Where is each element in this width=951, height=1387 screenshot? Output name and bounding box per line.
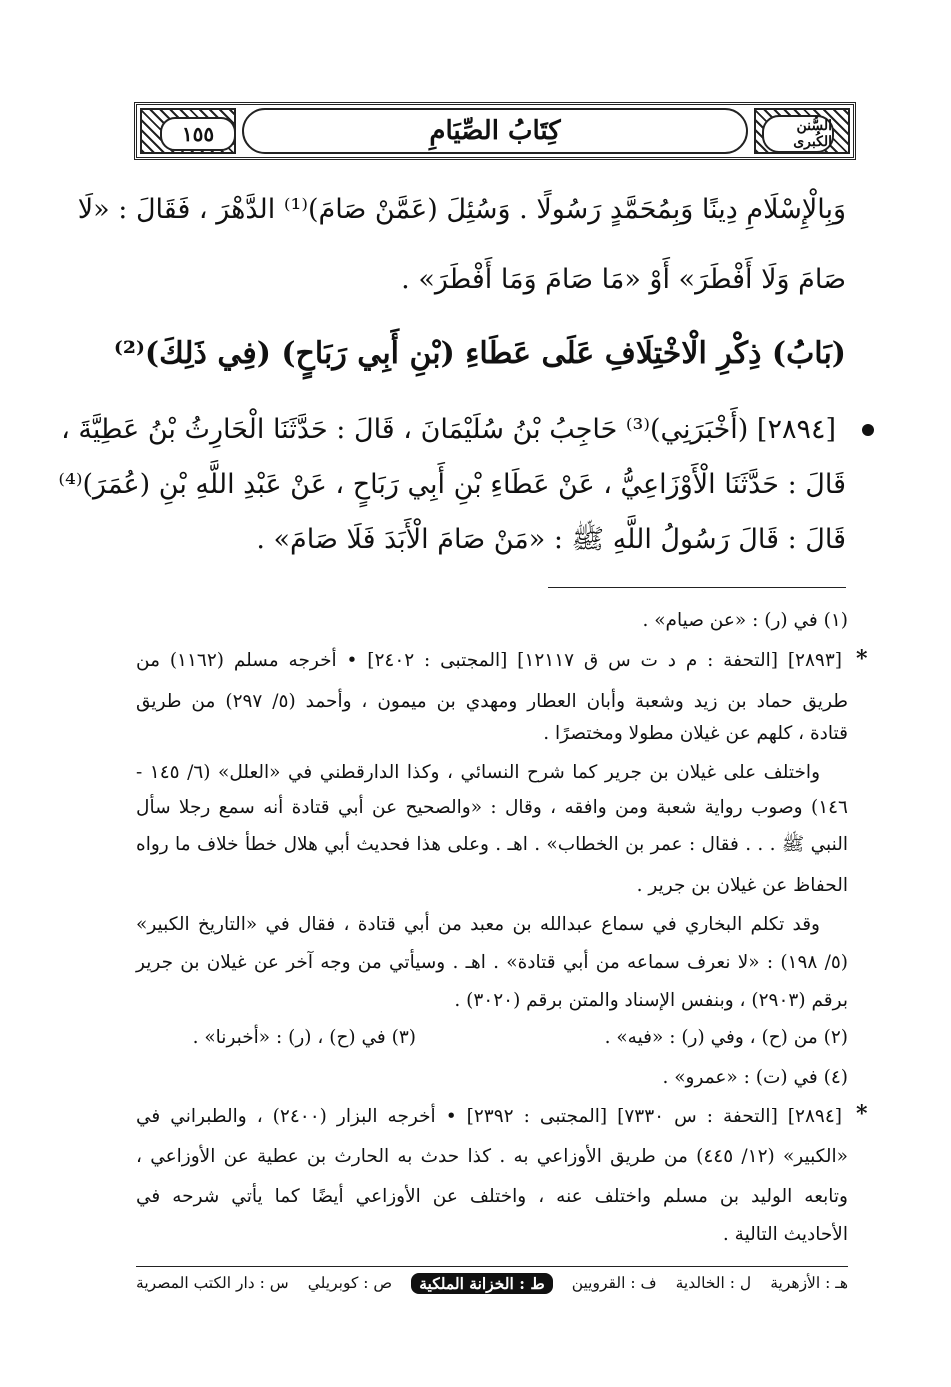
footnote-line: «الكبير» (١٢/ ٤٤٥) من طريق الأوزاعي به . كذا حدث به الحارث بن عطية عن الأوزاعي ،: [136, 1146, 848, 1167]
book-title: كِتَابُ الصِّيَامِ: [242, 108, 748, 154]
hadith-line: [٢٨٩٤] (أَخْبَرَنِي)⁽³⁾ حَاجِبُ بْنُ سُلَيْمَانَ ، قَالَ : حَدَّثَنَا الْحَارِثُ بْنُ عَطِيَّةَ ،: [61, 414, 836, 445]
hadith-line: قَالَ : حَدَّثَنَا الْأَوْزَاعِيُّ ، عَنْ عَطَاءِ بْنِ أَبِي رَبَاحٍ ، عَنْ عَبْدِ اللَّهِ بْنِ (عُمَرَ)⁽⁴⁾: [58, 469, 846, 500]
footer-rule: [136, 1266, 848, 1267]
footnote-line: (٥/ ١٩٨) : «لا نعرف سماعه من أبي قتادة» . اهـ . وسيأتي من وجه آخر عن غيلان بن جرير: [136, 952, 848, 973]
footnote-line: طريق حماد بن زيد وشعبة وأبان العطار ومهدي بن ميمون ، وأحمد (٥/ ٢٩٧) من طريق: [136, 691, 848, 712]
star-icon: *: [856, 1101, 868, 1127]
abbreviation: ل : الخالدية: [675, 1274, 752, 1292]
abbreviation: ص : كوبريلي: [307, 1274, 393, 1292]
page-header: [134, 102, 856, 160]
footnote-line: (٢) من (ح) ، وفي (ر) : «فيه» .: [604, 1027, 848, 1048]
main-text-line: صَامَ وَلَا أَفْطَرَ» أَوْ «مَا صَامَ وَمَا أَفْطَرَ» .: [401, 264, 846, 295]
star-icon: *: [856, 646, 868, 672]
footnote-separator: [548, 587, 846, 588]
footnote-line: ١٤٦) وصوب رواية شعبة ومن وافقه ، وقال : «والصحيح عن أبي قتادة أنه سمع رجلا سأل: [136, 797, 848, 818]
footnote-line: وقد تكلم البخاري في سماع عبدالله بن معبد من أبي قتادة ، فقال في «التاريخ الكبير»: [136, 914, 820, 935]
footnote-line: واختلف على غيلان بن جرير كما شرح النسائي ، وكذا الدارقطني في «العلل» (٦/ ١٤٥ -: [136, 762, 820, 783]
footnote-line: (١) في (ر) : «عن صيام» .: [642, 610, 848, 631]
header-ornament-left: [140, 108, 236, 154]
abbreviation: هـ : الأزهرية: [770, 1274, 848, 1292]
footnote-line: وتابعه الوليد بن مسلم واختلف عنه ، واختلف عن الأوزاعي أيضًا كما يأتي شرحه في: [136, 1186, 848, 1207]
abbreviation: س : دار الكتب المصرية: [136, 1274, 289, 1292]
abbreviation: ف : القرويين: [571, 1274, 657, 1292]
footnote-line: الحفاظ عن غيلان بن جرير .: [636, 875, 848, 896]
footnote-line: برقم (٢٩٠٣) ، وبنفس الإسناد والمتن برقم (٣٠٢٠) .: [454, 990, 848, 1011]
footnote-line: الأحاديث التالية .: [722, 1224, 848, 1245]
abbreviation-highlighted: ط : الخزانة الملكية: [411, 1273, 552, 1294]
footnote-line: (٤) في (ت) : «عمرو» .: [662, 1067, 848, 1088]
hadith-line: قَالَ : قَالَ رَسُولُ اللَّهِ ﷺ : «مَنْ صَامَ الْأَبَدَ فَلَا صَامَ» .: [256, 524, 846, 555]
chapter-heading: (بَابُ) ذِكْرِ الْاخْتِلَافِ عَلَى عَطَاءِ (بْنِ أَبِي رَبَاحٍ) (فِي ذَلِكَ)⁽²⁾: [113, 336, 846, 371]
footnote-line: (٣) في (ح) ، (ر) : «أخبرنا» .: [192, 1027, 416, 1048]
footnote-line: [٢٨٩٣] [التحفة : م د ت س ق ١٢١١٧] [المجتبى : ٢٤٠٢] • أخرجه مسلم (١١٦٢) من: [136, 650, 842, 671]
page-number: ١٥٥: [160, 117, 236, 151]
footnote-line: قتادة ، كلهم عن غيلان مطولا ومختصرًا .: [543, 723, 848, 744]
header-ornament-right: [754, 108, 850, 154]
main-text-line: وَبِالْإِسْلَامِ دِينًا وَبِمُحَمَّدٍ رَسُولًا . وَسُئِلَ (عَمَّنْ صَامَ)⁽¹⁾ الدَّهْرَ ، فَقَالَ : «لَا: [77, 194, 846, 225]
footnote-line: النبي ﷺ . . . فقال : عمر بن الخطاب» . اهـ . وعلى هذا فحديث أبي هلال خطأ خلاف ما رواه: [136, 834, 848, 855]
footnote-line: [٢٨٩٤] [التحفة : س ٧٣٣٠] [المجتبى : ٢٣٩٢] • أخرجه البزار (٢٤٠٠) ، والطبراني في: [136, 1106, 842, 1127]
hadith-bullet-icon: [862, 424, 874, 436]
book-logo: السُّنن الكُبرى: [762, 115, 834, 153]
manuscript-abbreviations: [136, 1268, 848, 1298]
